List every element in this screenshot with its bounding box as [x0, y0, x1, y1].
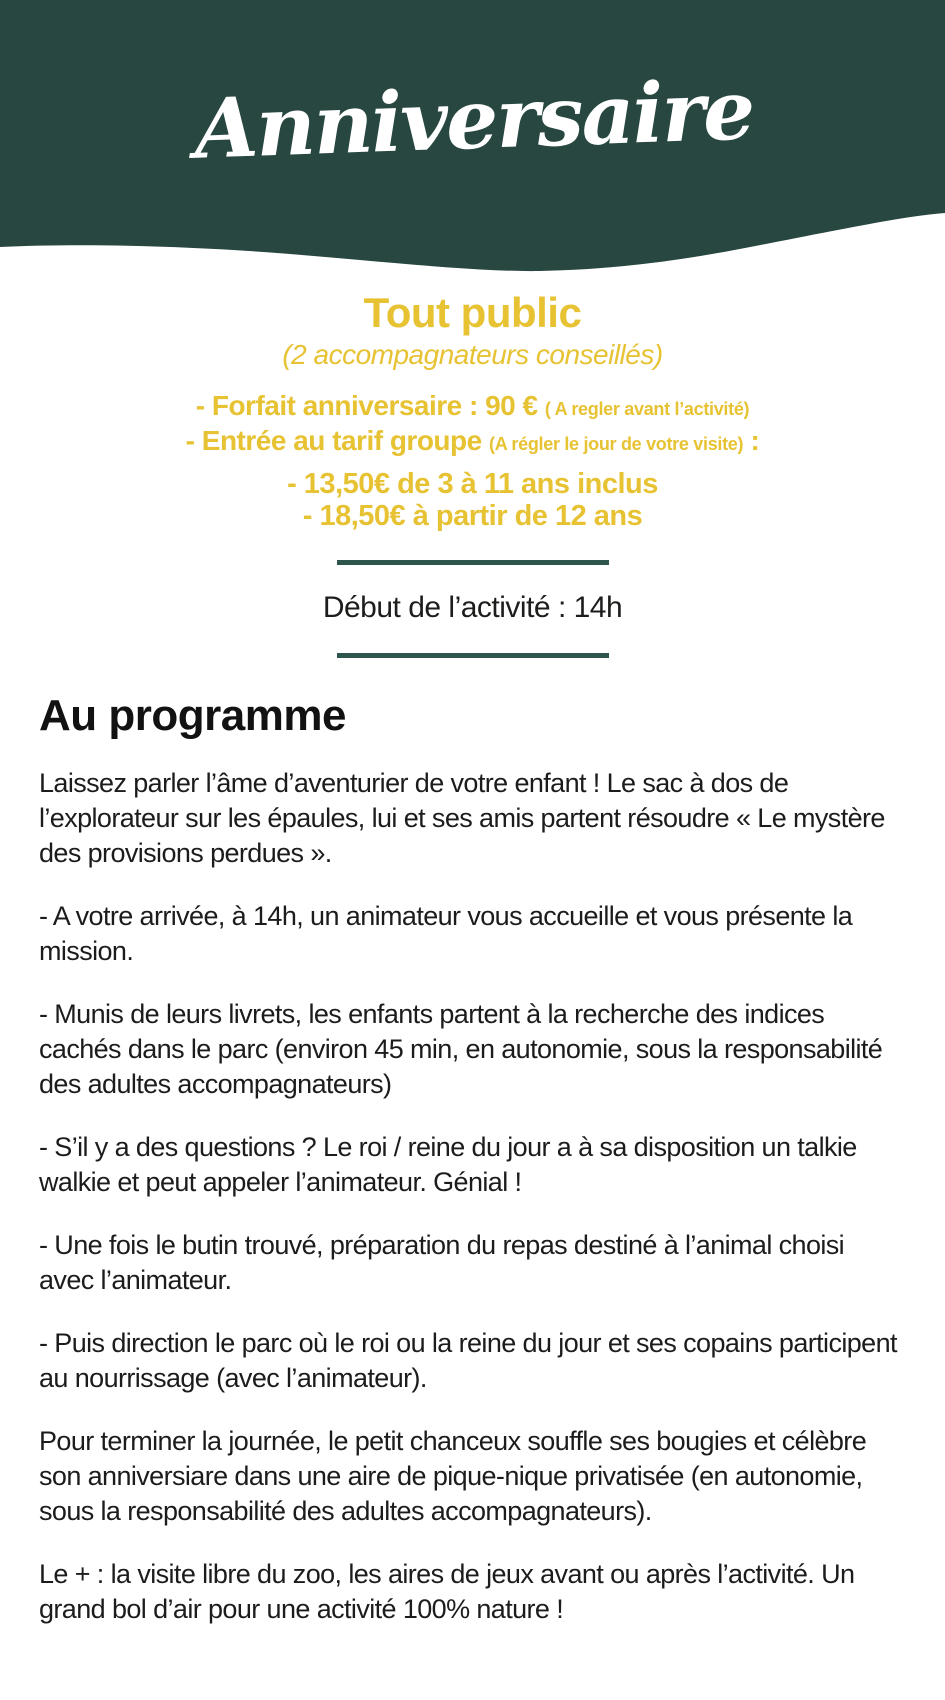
price-sub-adult: - 18,50€ à partir de 12 ans: [302, 500, 643, 532]
price-forfait-note: ( A regler avant l’activité): [544, 399, 750, 419]
price-forfait-main: - Forfait anniversaire : 90 €: [195, 390, 538, 421]
pricing-section: [0, 390, 945, 532]
page-title: Anniversaire: [192, 62, 755, 178]
price-line-forfait: [0, 390, 945, 425]
price-line-groupe: [0, 425, 945, 460]
price-groupe-note: (A régler le jour de votre visite): [489, 434, 744, 454]
audience-section: [0, 290, 945, 372]
program-paragraph-butin: - Une fois le butin trouvé, préparation du repas destiné à l’animal choisi avec l’animateur.: [39, 1230, 845, 1295]
program-section: [0, 692, 945, 1627]
audience-title: Tout public: [363, 289, 582, 336]
program-paragraph-bougies: Pour terminer la journée, le petit chanceux souffle ses bougies et célèbre son anniversiare dans une aire de pique-nique privatisée (en autonomie, sous la responsabilité des adultes accompagnateurs).: [39, 1426, 867, 1526]
price-groupe-main: - Entrée au tarif groupe: [185, 425, 482, 456]
program-body: [39, 766, 905, 1627]
program-paragraph-intro: Laissez parler l’âme d’aventurier de votre enfant ! Le sac à dos de l’explorateur sur les épaules, lui et ses amis partent résoudre « Le mystère des provisions perdues ».: [39, 768, 885, 868]
program-paragraph-nourrissage: - Puis direction le parc où le roi ou la reine du jour et ses copains participent au nourrissage (avec l’animateur).: [39, 1328, 897, 1393]
divider-bottom: [337, 653, 609, 658]
program-heading: Au programme: [39, 691, 346, 740]
divider-top: [337, 560, 609, 565]
price-groupe-colon: :: [750, 425, 760, 456]
hero-banner: [0, 0, 945, 273]
program-paragraph-plus: Le + : la visite libre du zoo, les aires de jeux avant ou après l’activité. Un grand bol d’air pour une activité 100% nature !: [39, 1559, 855, 1624]
program-paragraph-questions: - S’il y a des questions ? Le roi / reine du jour a à sa disposition un talkie walkie et peut appeler l’animateur. Génial !: [39, 1132, 857, 1197]
price-sub-child: - 13,50€ de 3 à 11 ans inclus: [287, 468, 658, 500]
audience-subtitle: (2 accompagnateurs conseillés): [282, 339, 663, 370]
program-paragraph-arrivee: - A votre arrivée, à 14h, un animateur vous accueille et vous présente la mission.: [39, 901, 853, 966]
schedule-text: Début de l’activité : 14h: [322, 591, 623, 624]
program-paragraph-livrets: - Munis de leurs livrets, les enfants partent à la recherche des indices cachés dans le parc (environ 45 min, en autonomie, sous la responsabilité des adultes accompagnateurs): [39, 999, 883, 1099]
price-sub-list: [0, 468, 945, 532]
